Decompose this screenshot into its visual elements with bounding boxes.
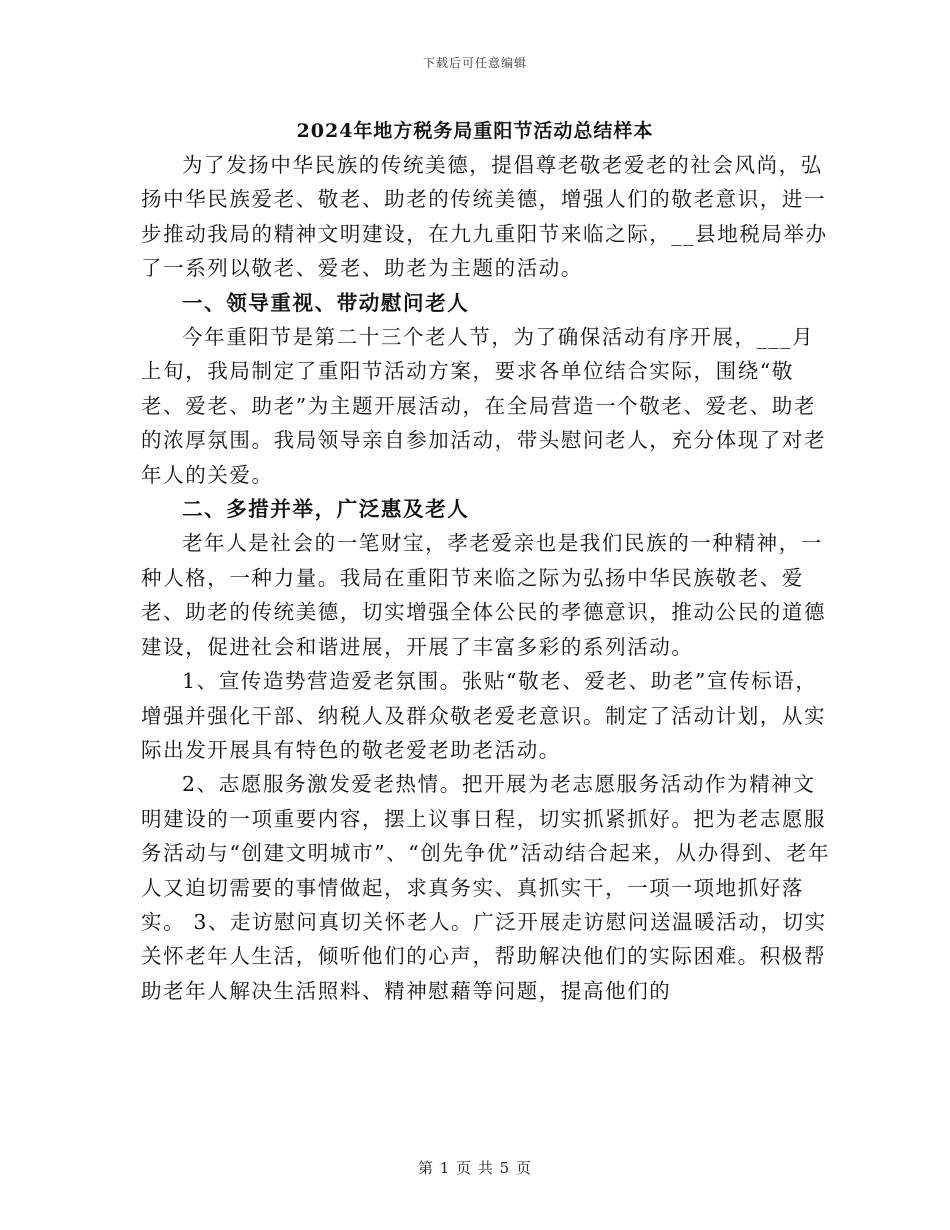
document-body bbox=[141, 148, 831, 1008]
document-title: 2024年地方税务局重阳节活动总结样本 bbox=[296, 120, 654, 142]
item-1-paragraph: 1、宣传造势营造爱老氛围。张贴“敬老、爱老、助老”宣传标语，增强并强化干部、纳税人及群众敬老爱老意识。制定了活动计划，从实际出发开展具有特色的敬老爱老助老活动。 bbox=[141, 669, 827, 762]
page-number: 第 1 页 共 5 页 bbox=[418, 1159, 532, 1177]
intro-paragraph: 为了发扬中华民族的传统美德，提倡尊老敬老爱老的社会风尚，弘扬中华民族爱老、敬老、助老的传统美德，增强人们的敬老意识，进一步推动我局的精神文明建设，在九九重阳节来临之际，__县地税局举办了一系列以敬老、爱老、助老为主题的活动。 bbox=[141, 153, 828, 281]
section-1-paragraph: 今年重阳节是第二十三个老人节，为了确保活动有序开展，___月上旬，我局制定了重阳节活动方案，要求各单位结合实际，围绕“敬老、爱老、助老”为主题开展活动，在全局营造一个敬老、爱老、助老的浓厚氛围。我局领导亲自参加活动，带头慰问老人，充分体现了对老年人的关爱。 bbox=[141, 325, 827, 487]
section-heading-2: 二、多措并举，广泛惠及老人 bbox=[182, 497, 470, 522]
item-2-paragraph: 2、志愿服务激发爱老热情。把开展为老志愿服务活动作为精神文明建设的一项重要内容，摆上议事日程，切实抓紧抓好。把为老志愿服务活动与“创建文明城市”、“创先争优”活动结合起来，从办得到、老年人又迫切需要的事情做起，求真务实、真抓实干，一项一项地抓好落实。 3、走访慰问真切关怀老人。广泛开展走访慰问送温暖活动，切实关怀老年人生活，倾听他们的心声，帮助解决他们的实际困难。积极帮助老年人解决生活照料、精神慰藉等问题，提高他们的 bbox=[141, 772, 831, 1003]
section-heading-1: 一、领导重视、带动慰问老人 bbox=[182, 290, 470, 315]
section-2-paragraph: 老年人是社会的一笔财宝，孝老爱亲也是我们民族的一种精神，一种人格，一种力量。我局在重阳节来临之际为弘扬中华民族敬老、爱老、助老的传统美德，切实增强全体公民的孝德意识，推动公民的道德建设，促进社会和谐进展，开展了丰富多彩的系列活动。 bbox=[141, 531, 827, 659]
header-note: 下载后可任意编辑 bbox=[422, 56, 527, 70]
